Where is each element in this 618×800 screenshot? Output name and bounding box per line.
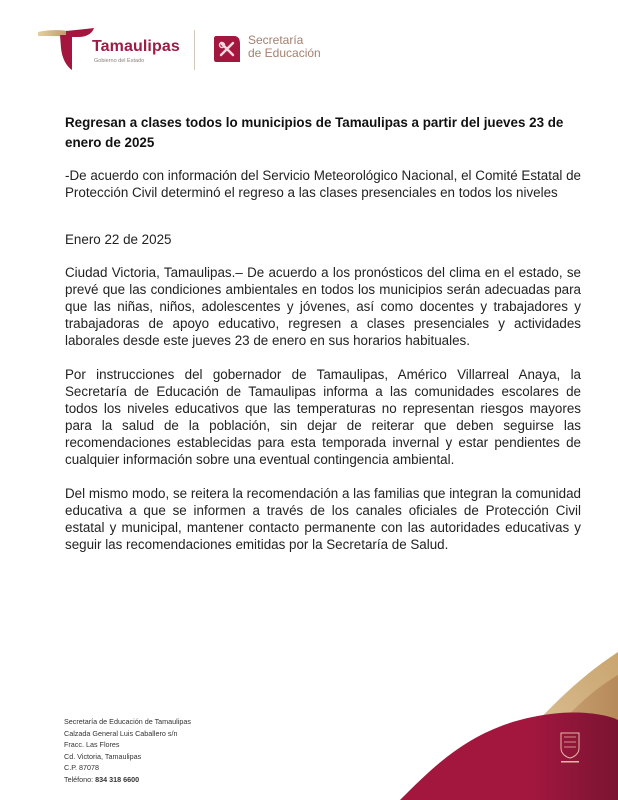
header-divider — [194, 30, 195, 70]
footer-line: Fracc. Las Flores — [64, 740, 120, 750]
footer-line: C.P. 87078 — [64, 763, 100, 773]
wave-crimson — [400, 713, 618, 800]
secretaria-line1: Secretaría — [248, 33, 304, 47]
letterhead — [36, 24, 336, 74]
document-lead: -De acuerdo con información del Servicio Meteorológico Nacional, el Comité Estatal de Protección Civil determinó el regreso a las clases presenciales en todos los niveles — [65, 168, 581, 200]
body-paragraph: Ciudad Victoria, Tamaulipas.– De acuerdo a los pronósticos del clima en el estado, se prevé que las condiciones ambientales en todos los municipios serán adecuadas para que las niñas, niños, adolescentes y jóvenes, así como docentes y trabajadores y trabajadoras de apoyo educativo, regresen a clases presenciales y actividades laborales desde este jueves 23 de enero en sus horarios habituales. — [65, 265, 581, 348]
footer-address — [64, 716, 191, 786]
footer-line: Secretaría de Educación de Tamaulipas — [64, 717, 191, 726]
footer-phone — [64, 774, 191, 786]
document-title: Regresan a clases todos lo municipios de Tamaulipas a partir del jueves 23 de enero de 2025 — [65, 115, 564, 150]
footer-line: Calzada General Luis Caballero s/n — [64, 728, 178, 738]
document-date: Enero 22 de 2025 — [65, 232, 172, 247]
body-paragraph: Por instrucciones del gobernador de Tamaulipas, Américo Villarreal Anaya, la Secretaría de Educación de Tamaulipas informa a las comunidades escolares de todos los niveles educativos que las temperaturas no representan riesgos mayores para la salud de la población, sin dejar de reiterar que deben seguirse las recomendaciones establecidas para esta temporada invernal y estar pendientes de cualquier información sobre una eventual contingencia ambiental. — [65, 367, 581, 467]
press-release — [65, 113, 581, 553]
secretaria-educacion-label — [248, 34, 321, 60]
brand-name: Tamaulipas — [92, 38, 180, 55]
secretaria-line2: de Educación — [248, 46, 321, 60]
secretaria-educacion-icon — [212, 34, 242, 64]
tamaulipas-t-logo-icon — [36, 26, 96, 70]
body-paragraph: Del mismo modo, se reitera la recomendación a las familias que integran la comunidad educativa a que se informen a través de los canales oficiales de Protección Civil estatal y municipal, mantener contacto permanente con las autoridades educativas y seguir las recomendaciones emitidas por la Secretaría de Salud. — [65, 486, 581, 552]
phone-number: 834 318 6600 — [95, 774, 140, 784]
footer-line: Cd. Victoria, Tamaulipas — [64, 751, 142, 761]
brand-subtitle: Gobierno del Estado — [94, 58, 145, 64]
wave-gold-light — [470, 652, 618, 800]
tamaulipas-crest-icon — [557, 730, 583, 766]
phone-label: Teléfono: — [64, 774, 96, 784]
